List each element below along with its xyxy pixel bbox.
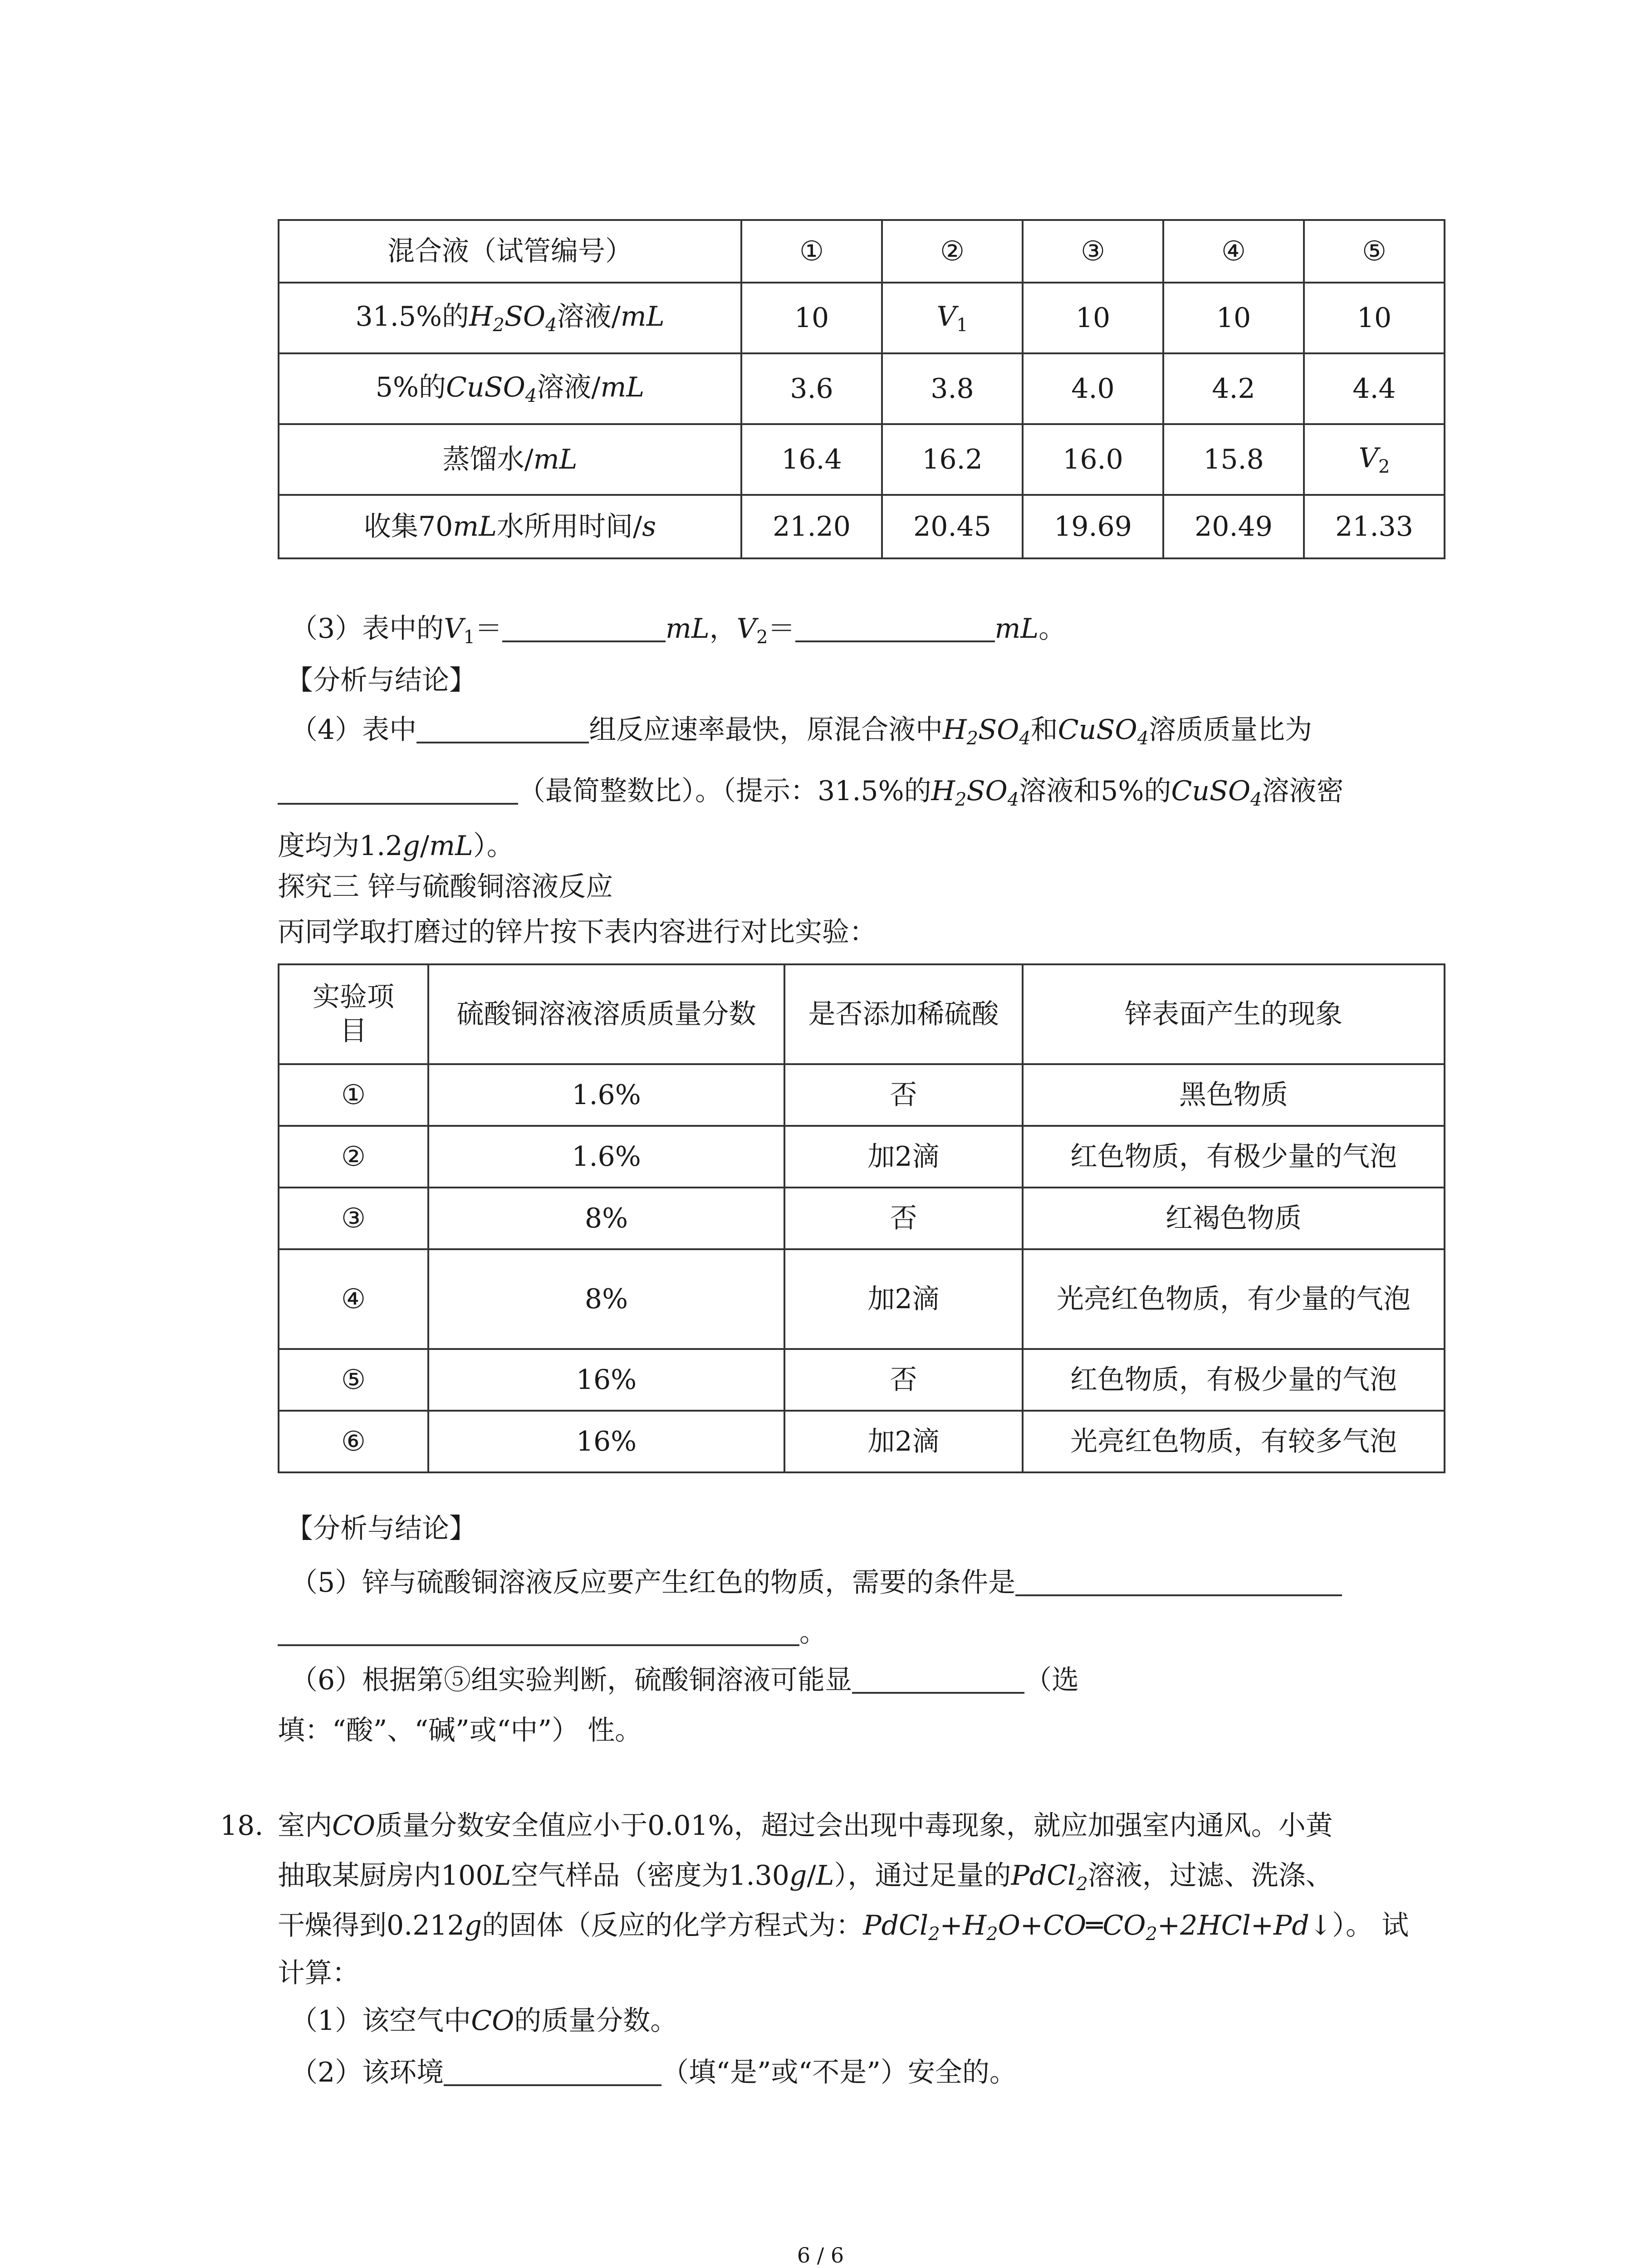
table-row [279,424,1445,495]
cell: 红色物质，有极少量的气泡 [1023,1126,1445,1188]
table-row [279,1064,1445,1126]
question-18-line2: 抽取某厨房内100L空气样品（密度为1.30g/L），通过足量的PdCl$_2$溶液，过滤、洗涤、 [278,1860,1333,1895]
cell: 19.69 [1023,495,1163,558]
answer-blank-acidity[interactable] [852,1665,1024,1694]
cell: 10 [1304,283,1445,353]
cell: 光亮红色物质，有较多气泡 [1023,1411,1445,1472]
cell: 黑色物质 [1023,1064,1445,1126]
cell: 16% [428,1411,784,1472]
table-row [279,283,1445,353]
question-3: （3）表中的$V_1=$ mL，$V_2=$ mL。 [290,613,1066,648]
cell: 15.8 [1163,424,1304,495]
table-row [279,1411,1445,1472]
table-header-row [279,964,1445,1064]
cell: 16% [428,1349,784,1411]
header-cell: ② [882,220,1023,283]
table-header-row [279,220,1445,283]
cell: 4.0 [1023,353,1163,424]
header-cell: ① [741,220,882,283]
header-cell: ④ [1163,220,1304,283]
cell: ③ [279,1188,428,1249]
answer-blank-condition-cont[interactable] [278,1617,799,1646]
cell: 8% [428,1188,784,1249]
answer-blank-group[interactable] [416,714,589,743]
row-label: 5%的CuSO$_4$溶液/mL [279,353,741,424]
cell: 21.33 [1304,495,1445,558]
cell: 光亮红色物质，有少量的气泡 [1023,1249,1445,1349]
table-row [279,1188,1445,1249]
cell: 16.4 [741,424,882,495]
question-6-line2: 填：“酸”、“碱”或“中”） 性。 [278,1715,642,1746]
cell: ⑤ [279,1349,428,1411]
question-4-line2: （最简整数比）。（提示：31.5%的$H_2SO_4$溶液和5%的CuSO$_4$溶液密 [278,776,1344,809]
question-18-line1: 室内CO质量分数安全值应小于0.01%，超过会出现中毒现象，就应加强室内通风。小黄 [278,1810,1333,1842]
cell: 否 [784,1349,1023,1411]
cell: 1.6% [428,1126,784,1188]
header-cell: ⑤ [1304,220,1445,283]
cell: 10 [1163,283,1304,353]
analysis-heading-2: 【分析与结论】 [286,1513,476,1545]
question-number-18: 18. [220,1810,264,1842]
cell-v2: $V_2$ [1304,424,1445,495]
cell: 否 [784,1188,1023,1249]
cell: 否 [784,1064,1023,1126]
question-18-sub2: （2）该环境 （填“是”或“不是”）安全的。 [290,2057,1017,2088]
question-6-line1: （6）根据第⑤组实验判断，硫酸铜溶液可能显 （选 [290,1664,1079,1696]
answer-blank-safety[interactable] [444,2057,661,2086]
cell: 红褐色物质 [1023,1188,1445,1249]
mix-table [278,219,1445,559]
table-row [279,495,1445,558]
analysis-heading-1: 【分析与结论】 [286,665,476,696]
cell: 1.6% [428,1064,784,1126]
answer-blank-ratio[interactable] [278,776,518,805]
cell: ② [279,1126,428,1188]
cell: 8% [428,1249,784,1349]
header-cell: 锌表面产生的现象 [1023,964,1445,1064]
cell: 20.45 [882,495,1023,558]
cell: 3.6 [741,353,882,424]
cell: 加2滴 [784,1411,1023,1472]
question-18-sub1: （1）该空气中CO的质量分数。 [290,2005,678,2037]
row-label: 31.5%的$H_2SO_4$溶液/mL [279,283,741,353]
answer-blank-condition[interactable] [1015,1567,1342,1596]
header-cell: 混合液（试管编号） [279,220,741,283]
section-3-title: 探究三 锌与硫酸铜溶液反应 [278,871,613,903]
answer-blank-v2[interactable] [795,613,995,642]
table-row [279,1126,1445,1188]
cell: 20.49 [1163,495,1304,558]
header-cell: 硫酸铜溶液溶质质量分数 [428,964,784,1064]
cell: 4.2 [1163,353,1304,424]
table-row [279,353,1445,424]
question-18-line3: 干燥得到0.212g的固体（反应的化学方程式为：$PdCl_2+H_2O+CO═CO_2+2HCl+Pd↓$）。 试 [278,1910,1409,1945]
row-label: 蒸馏水/mL [279,424,741,495]
table-row [279,1249,1445,1349]
answer-blank-v1[interactable] [502,613,666,642]
cell: 4.4 [1304,353,1445,424]
question-5-line2: 。 [278,1617,827,1646]
page-number: 6 / 6 [797,2243,844,2268]
cell: 16.2 [882,424,1023,495]
cell: 加2滴 [784,1249,1023,1349]
question-18-line4: 计算： [278,1957,359,1989]
table-row [279,1349,1445,1411]
cell: ④ [279,1249,428,1349]
question-5-line1: （5）锌与硫酸铜溶液反应要产生红色的物质，需要的条件是 [290,1567,1342,1596]
row-label: 收集70mL水所用时间/s [279,495,741,558]
header-cell: ③ [1023,220,1163,283]
cell: ① [279,1064,428,1126]
header-cell: 是否添加稀硫酸 [784,964,1023,1064]
cell: ⑥ [279,1411,428,1472]
question-4-line1: （4）表中 组反应速率最快，原混合液中$H_2SO_4$和CuSO$_4$溶质质量比为 [290,714,1313,749]
cell: 3.8 [882,353,1023,424]
cell: 10 [741,283,882,353]
cell: 红色物质，有极少量的气泡 [1023,1349,1445,1411]
cell: 21.20 [741,495,882,558]
cell-v1: $V_1$ [882,283,1023,353]
cell: 加2滴 [784,1126,1023,1188]
section-3-intro: 丙同学取打磨过的锌片按下表内容进行对比实验： [278,916,877,948]
question-4-line3: 度均为1.2g/mL）。 [278,830,514,862]
zinc-experiment-table [278,963,1445,1473]
cell: 16.0 [1023,424,1163,495]
header-cell: 实验项目 [279,964,428,1064]
cell: 10 [1023,283,1163,353]
